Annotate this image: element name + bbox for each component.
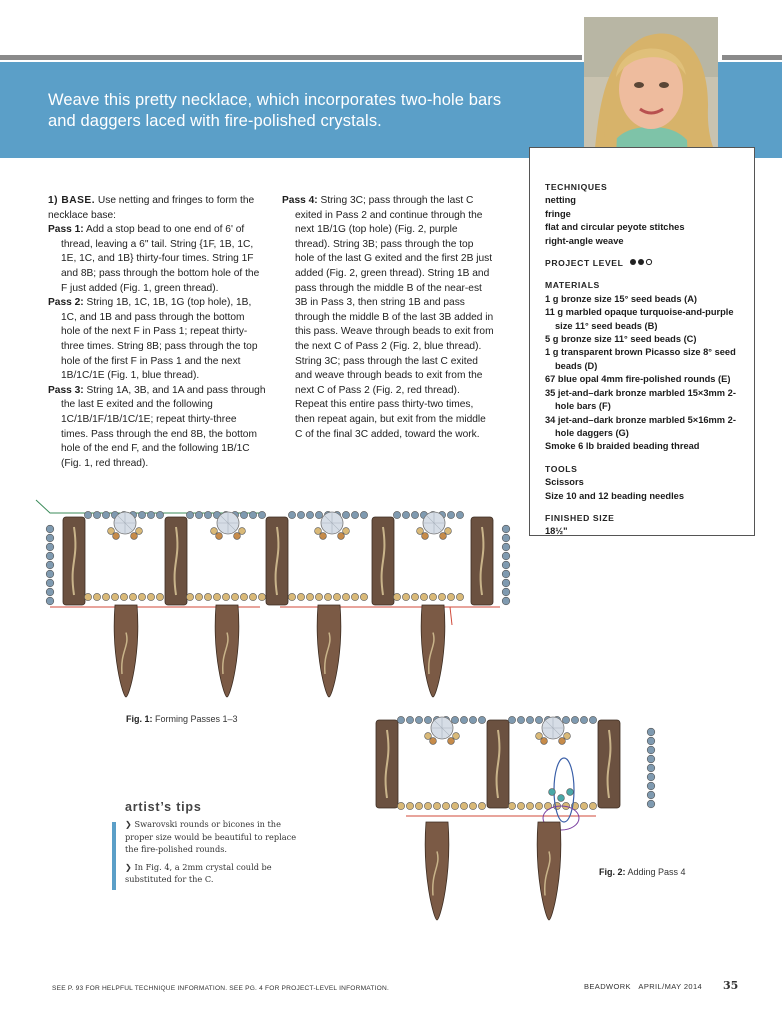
- pass-1-text: Add a stop bead to one end of 6' of thread, leaving a 6" tail. String {1F, 1B, 1C, 1E, 1C, and 1B} thirty-four times. String 1F and 8B; pass through the bottom hole of the F just added (Fig. 1, green thread).: [61, 224, 260, 294]
- figure-1-caption: [126, 714, 238, 724]
- banner-line-2: and daggers laced with fire-polished crystals.: [48, 112, 382, 130]
- magazine-name: BEADWORK: [584, 982, 631, 991]
- tips-title: artist’s tips: [125, 800, 202, 814]
- banner-text: [48, 90, 568, 132]
- seed-bead: [120, 593, 127, 600]
- material-item: 35 jet-and–dark bronze marbled 15×3mm 2-hole bars (F): [545, 387, 736, 412]
- seed-bead: [342, 593, 349, 600]
- seed-bead: [186, 511, 193, 518]
- seed-bead: [46, 588, 54, 596]
- seed-bead: [478, 802, 485, 809]
- seed-bead: [306, 511, 313, 518]
- seed-bead: [239, 528, 246, 535]
- technique-item: fringe: [545, 208, 571, 219]
- seed-bead: [46, 525, 54, 533]
- material-item: 34 jet-and–dark bronze marbled 5×16mm 2-hole daggers (G): [545, 414, 736, 438]
- seed-bead: [84, 511, 91, 518]
- instructions-column-1: [48, 194, 266, 471]
- seed-bead: [46, 579, 54, 587]
- seed-bead: [351, 511, 358, 518]
- seed-bead: [647, 737, 655, 745]
- chevron-right-icon: ❯: [125, 861, 132, 872]
- seed-bead: [580, 802, 587, 809]
- seed-bead: [333, 593, 340, 600]
- tools-heading: TOOLS: [545, 463, 578, 474]
- finished-size-heading: FINISHED SIZE: [545, 512, 615, 523]
- figure-1-diagram: [30, 495, 530, 705]
- pass-3-step: [48, 384, 266, 472]
- seed-bead: [417, 528, 424, 535]
- seed-bead: [234, 533, 241, 540]
- seed-bead: [647, 773, 655, 781]
- seed-bead: [204, 511, 211, 518]
- project-info-sidebar: [529, 147, 755, 536]
- seed-bead: [102, 593, 109, 600]
- pass-3-label: Pass 3:: [48, 384, 84, 396]
- pass-4-text: String 3C; pass through the last C exited in Pass 2 and continue through the next 1B/1G (top hole) (Fig. 2, purple thread). String 3B; pass through the top hole of the last G exited and the first 2B just added (Fig. 2, green thread). String 1B and pass through the middle B of the near-est 3B in Pass 3, then string 1B and pass through the middle B of the last 3B added in this pass. Weave through beads to exit from the next C of Pass 2 (Fig. 2, blue thread). String 3C; pass through the last C exited and weave through beads to exit from the next C of Pass 2 (Fig. 2, red thread). Repeat this entire pass thirty-two times, then repeat again, but exit from the middle C of the final 3C added, toward the work.: [295, 195, 494, 440]
- seed-bead: [102, 511, 109, 518]
- seed-bead: [351, 593, 358, 600]
- seed-bead: [315, 528, 322, 535]
- pass-1-step: [48, 223, 266, 296]
- seed-bead: [567, 789, 574, 796]
- material-item: 5 g bronze size 11° seed beads (C): [545, 334, 697, 345]
- seed-bead: [451, 802, 458, 809]
- seed-bead: [393, 511, 400, 518]
- seed-bead: [442, 802, 449, 809]
- material-item: 11 g marbled opaque turquoise-and-purple size 11° seed beads (B): [545, 307, 734, 331]
- pass-2-step: [48, 296, 266, 384]
- footer-note: SEE P. 93 FOR HELPFUL TECHNIQUE INFORMATION. SEE PG. 4 FOR PROJECT-LEVEL INFORMATION.: [52, 985, 389, 992]
- seed-bead: [535, 716, 542, 723]
- header-rule-right: [722, 55, 782, 60]
- banner-line-1: Weave this pretty necklace, which incorporates two-hole bars: [48, 91, 502, 109]
- figure-2-caption: [599, 867, 686, 877]
- seed-bead: [564, 733, 571, 740]
- seed-bead: [508, 716, 515, 723]
- dagger-bead: [114, 605, 138, 697]
- seed-bead: [456, 511, 463, 518]
- seed-bead: [93, 511, 100, 518]
- seed-bead: [502, 579, 510, 587]
- seed-bead: [526, 802, 533, 809]
- dagger-bead: [317, 605, 341, 697]
- figure-2-text: Adding Pass 4: [625, 867, 686, 877]
- seed-bead: [411, 511, 418, 518]
- project-level-heading: PROJECT LEVEL: [545, 258, 624, 269]
- material-item: 1 g bronze size 15° seed beads (A): [545, 293, 698, 304]
- dagger-bead: [215, 605, 239, 697]
- seed-bead: [448, 738, 455, 745]
- seed-bead: [320, 533, 327, 540]
- seed-bead: [447, 593, 454, 600]
- seed-bead: [129, 593, 136, 600]
- figure-2-label: Fig. 2:: [599, 867, 626, 877]
- seed-bead: [469, 716, 476, 723]
- seed-bead: [559, 738, 566, 745]
- seed-bead: [517, 716, 524, 723]
- finished-size-value: 18½": [545, 526, 568, 537]
- seed-bead: [456, 593, 463, 600]
- seed-bead: [195, 511, 202, 518]
- chevron-right-icon: ❯: [125, 819, 132, 829]
- seed-bead: [240, 511, 247, 518]
- seed-bead: [131, 533, 138, 540]
- tip-2-text: In Fig. 4, a 2mm crystal could be substituted for the C.: [125, 861, 272, 885]
- seed-bead: [445, 528, 452, 535]
- footer-issue: [584, 982, 702, 991]
- thread-green: [36, 500, 260, 513]
- seed-bead: [343, 528, 350, 535]
- seed-bead: [535, 802, 542, 809]
- seed-bead: [411, 593, 418, 600]
- seed-bead: [147, 593, 154, 600]
- seed-bead: [288, 593, 295, 600]
- seed-bead: [536, 733, 543, 740]
- tip-1-text: Swarovski rounds or bicones in the proper size would be beautiful to replace the fire-polished rounds.: [125, 819, 297, 855]
- seed-bead: [46, 534, 54, 542]
- seed-bead: [46, 543, 54, 551]
- seed-bead: [315, 511, 322, 518]
- base-text: Use netting and fringes to form the necklace base:: [48, 195, 255, 221]
- seed-bead: [424, 716, 431, 723]
- figure-2-diagram: [366, 710, 666, 950]
- seed-bead: [647, 800, 655, 808]
- seed-bead: [360, 511, 367, 518]
- technique-item: netting: [545, 195, 576, 206]
- technique-item: flat and circular peyote stitches: [545, 222, 685, 233]
- seed-bead: [549, 789, 556, 796]
- seed-bead: [297, 593, 304, 600]
- seed-bead: [571, 716, 578, 723]
- seed-bead: [502, 570, 510, 578]
- seed-bead: [156, 511, 163, 518]
- pass-3-text: String 1A, 3B, and 1A and pass through the last E exited and the following 1C/1B/1F/1B/1C/1E; repeat thirty-three times. Pass through the end 8B, the bottom hole of the end F, and the following 1B/1C (Fig. 1, red thread).: [61, 384, 266, 469]
- pass-2-text: String 1B, 1C, 1B, 1G (top hole), 1B, 1C, and 1B and pass through the bottom hole of the next F in Pass 1; repeat thirty-three times. String 8B; pass through the top hole of the first F in Pass 1 and the next 1B/1C/1E (Fig. 1, blue thread).: [61, 297, 258, 382]
- seed-bead: [406, 802, 413, 809]
- seed-bead: [360, 593, 367, 600]
- seed-bead: [216, 533, 223, 540]
- seed-bead: [453, 733, 460, 740]
- seed-bead: [258, 511, 265, 518]
- seed-bead: [108, 528, 115, 535]
- seed-bead: [393, 593, 400, 600]
- figure-1-label: Fig. 1:: [126, 714, 153, 724]
- seed-bead: [406, 716, 413, 723]
- seed-bead: [222, 593, 229, 600]
- seed-bead: [136, 528, 143, 535]
- seed-bead: [249, 593, 256, 600]
- seed-bead: [589, 802, 596, 809]
- seed-bead: [156, 593, 163, 600]
- seed-bead: [147, 511, 154, 518]
- pass-4-step: [282, 194, 494, 442]
- thread-red: [450, 607, 452, 625]
- seed-bead: [315, 593, 322, 600]
- seed-bead: [231, 593, 238, 600]
- seed-bead: [502, 525, 510, 533]
- seed-bead: [415, 716, 422, 723]
- seed-bead: [93, 593, 100, 600]
- seed-bead: [402, 593, 409, 600]
- seed-bead: [562, 716, 569, 723]
- seed-bead: [589, 716, 596, 723]
- dagger-bead: [425, 822, 449, 920]
- seed-bead: [46, 561, 54, 569]
- base-step: [48, 194, 266, 223]
- seed-bead: [324, 593, 331, 600]
- seed-bead: [541, 738, 548, 745]
- seed-bead: [508, 802, 515, 809]
- seed-bead: [113, 533, 120, 540]
- seed-bead: [447, 511, 454, 518]
- seed-bead: [647, 728, 655, 736]
- seed-bead: [342, 511, 349, 518]
- seed-bead: [502, 597, 510, 605]
- project-level-row: [545, 257, 745, 270]
- page-number: 35: [723, 979, 739, 992]
- seed-bead: [213, 593, 220, 600]
- seed-bead: [138, 593, 145, 600]
- seed-bead: [469, 802, 476, 809]
- instructions-column-2: [282, 194, 494, 442]
- techniques-heading: TECHNIQUES: [545, 182, 608, 192]
- figure-1-text: Forming Passes 1–3: [152, 714, 238, 724]
- seed-bead: [204, 593, 211, 600]
- designer-portrait: [584, 17, 718, 158]
- seed-bead: [440, 533, 447, 540]
- issue-date: APRIL/MAY 2014: [638, 982, 703, 991]
- seed-bead: [517, 802, 524, 809]
- seed-bead: [460, 716, 467, 723]
- seed-bead: [424, 802, 431, 809]
- seed-bead: [647, 755, 655, 763]
- seed-bead: [430, 738, 437, 745]
- seed-bead: [415, 802, 422, 809]
- seed-bead: [502, 543, 510, 551]
- material-item: 1 g transparent brown Picasso size 8° seed beads (D): [545, 347, 736, 371]
- header-rule: [0, 55, 582, 60]
- seed-bead: [402, 511, 409, 518]
- pass-4-label: Pass 4:: [282, 195, 318, 206]
- seed-bead: [240, 593, 247, 600]
- material-item: 67 blue opal 4mm fire-polished rounds (E): [545, 374, 731, 385]
- seed-bead: [647, 746, 655, 754]
- base-label: 1) BASE.: [48, 195, 96, 206]
- seed-bead: [420, 593, 427, 600]
- materials-heading: MATERIALS: [545, 280, 600, 291]
- tips-accent-bar: [112, 822, 116, 890]
- seed-bead: [258, 593, 265, 600]
- seed-bead: [502, 552, 510, 560]
- seed-bead: [138, 511, 145, 518]
- seed-bead: [478, 716, 485, 723]
- seed-bead: [195, 593, 202, 600]
- seed-bead: [502, 561, 510, 569]
- seed-bead: [580, 716, 587, 723]
- seed-bead: [211, 528, 218, 535]
- seed-bead: [460, 802, 467, 809]
- seed-bead: [422, 533, 429, 540]
- seed-bead: [429, 593, 436, 600]
- seed-bead: [111, 593, 118, 600]
- seed-bead: [46, 552, 54, 560]
- seed-bead: [249, 511, 256, 518]
- tool-item: Size 10 and 12 beading needles: [545, 490, 684, 501]
- seed-bead: [186, 593, 193, 600]
- seed-bead: [647, 764, 655, 772]
- technique-item: right-angle weave: [545, 235, 624, 246]
- seed-bead: [502, 588, 510, 596]
- tip-1: [125, 818, 302, 856]
- dagger-bead: [537, 822, 561, 920]
- seed-bead: [297, 511, 304, 518]
- seed-bead: [306, 593, 313, 600]
- pass-2-label: Pass 2:: [48, 297, 84, 309]
- seed-bead: [433, 802, 440, 809]
- seed-bead: [338, 533, 345, 540]
- seed-bead: [84, 593, 91, 600]
- seed-bead: [288, 511, 295, 518]
- seed-bead: [647, 782, 655, 790]
- seed-bead: [647, 791, 655, 799]
- pass-1-label: Pass 1:: [48, 224, 84, 236]
- seed-bead: [46, 597, 54, 605]
- artists-tips-box: [112, 800, 302, 891]
- seed-bead: [438, 593, 445, 600]
- material-item: Smoke 6 lb braided beading thread: [545, 441, 700, 452]
- seed-bead: [46, 570, 54, 578]
- tip-2: [125, 861, 302, 886]
- seed-bead: [397, 802, 404, 809]
- project-level-dots-icon: [629, 258, 655, 266]
- seed-bead: [558, 795, 565, 802]
- tool-item: Scissors: [545, 477, 584, 488]
- seed-bead: [502, 534, 510, 542]
- seed-bead: [526, 716, 533, 723]
- seed-bead: [425, 733, 432, 740]
- seed-bead: [451, 716, 458, 723]
- seed-bead: [397, 716, 404, 723]
- dagger-bead: [421, 605, 445, 697]
